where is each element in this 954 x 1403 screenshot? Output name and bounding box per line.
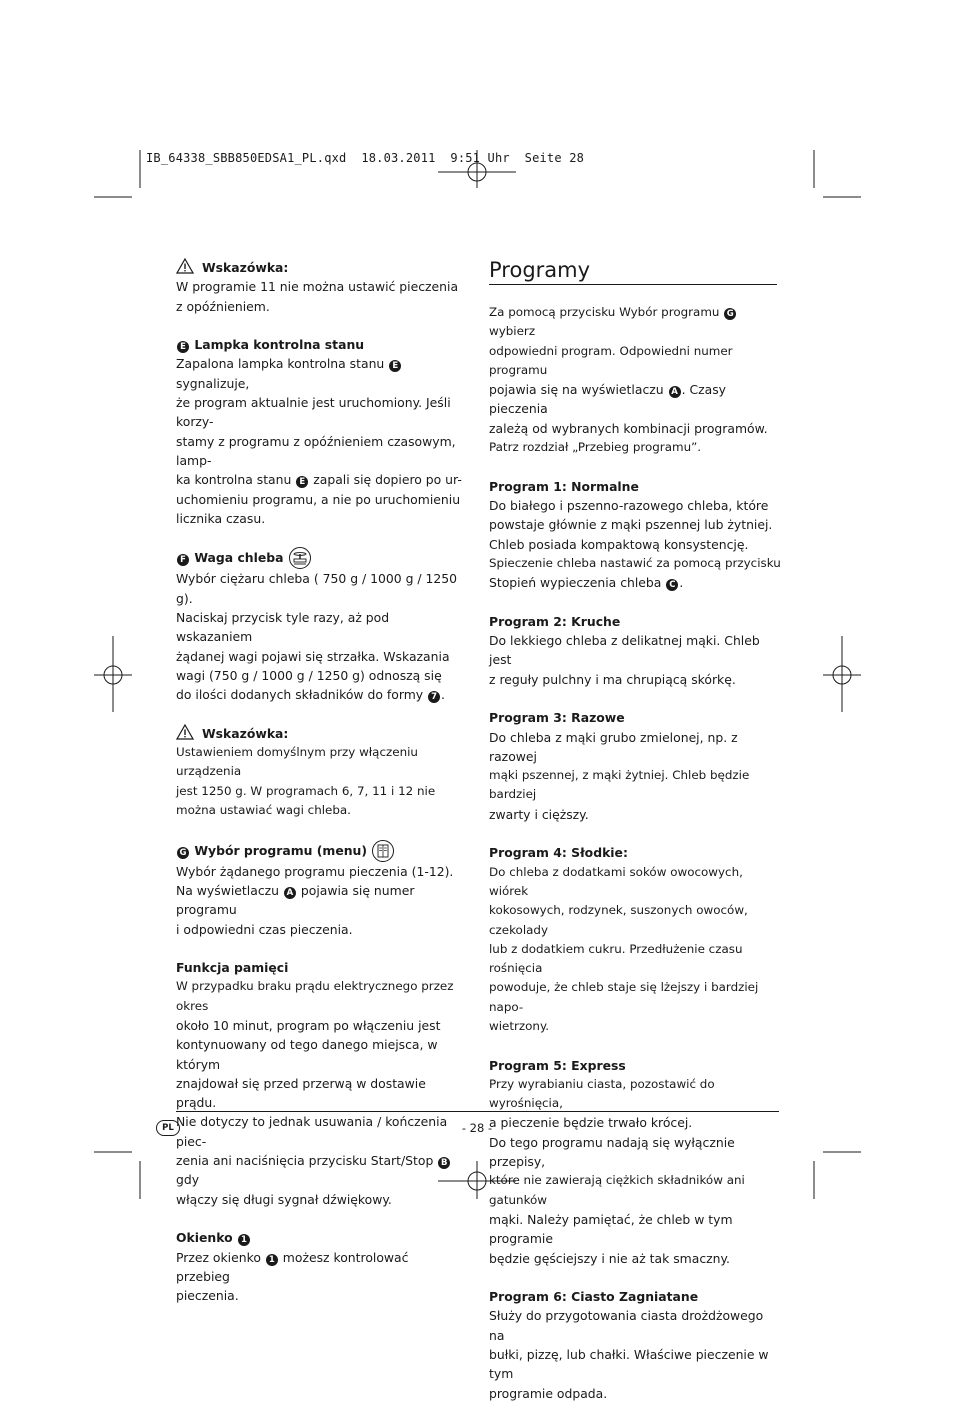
program-3-heading: Program 3: Razowe [489, 710, 625, 726]
program-5-text-line: które nie zawierają ciężkich składników ani gatunków [489, 1173, 745, 1207]
warning-icon [176, 258, 194, 274]
footer-rule [176, 1111, 779, 1112]
program-4-text-line: wietrzony. [489, 1018, 550, 1033]
badge-b: B [438, 1157, 450, 1169]
note-text-line: W programie 11 nie można ustawić pieczenia [176, 279, 459, 295]
badge-e: E [389, 360, 401, 372]
lamp-text-line: ka kontrolna stanu E zapali się dopiero po ur- [176, 472, 462, 488]
program-6-text-line: Służy do przygotowania ciasta drożdżowego na [489, 1308, 764, 1343]
intro-text-line: odpowiedni program. Odpowiedni numer programu [489, 343, 733, 377]
program-1-text-line: Spieczenie chleba nastawić za pomocą przycisku [489, 555, 781, 570]
note-text-line: jest 1250 g. W programach 6, 7, 11 i 12 nie [176, 783, 436, 798]
right-column [489, 258, 781, 1403]
badge-g: G [724, 308, 736, 320]
scale-icon [288, 547, 312, 569]
program-select-title: Wybór programu (menu) [194, 842, 368, 858]
program-3-text-line: Do chleba z mąki grubo zmielonej, np. z razowej [489, 729, 738, 764]
program-select-heading [176, 840, 466, 862]
lamp-heading [176, 335, 466, 354]
program-1-heading: Program 1: Normalne [489, 478, 639, 494]
badge-g: G [177, 847, 189, 859]
program-5-text-line: mąki. Należy pamiętać, że chleb w tym programie [489, 1211, 733, 1247]
badge-7: 7 [428, 691, 440, 703]
program-6-heading: Program 6: Ciasto Zagniatane [489, 1289, 699, 1305]
program-5-text-line: Do tego programu nadają się wyłącznie przepisy, [489, 1134, 735, 1170]
memory-text-line: znajdował się przed przerwą w dostawie prądu. [176, 1075, 426, 1111]
menu-icon [371, 840, 395, 862]
language-badge: PL [156, 1120, 180, 1136]
badge-1: 1 [238, 1234, 250, 1246]
badge-e: E [177, 341, 189, 353]
program-2-text-line: Do lekkiego chleba z delikatnej mąki. Chleb jest [489, 633, 760, 668]
weight-text-line: do ilości dodanych składników do formy 7 . [176, 687, 445, 703]
program-3-text-line: mąki pszennej, z mąki żytniej. Chleb będzie bardziej [489, 768, 750, 802]
memory-text-line: kontynuowany od tego danego miejsca, w którym [176, 1037, 438, 1072]
badge-c: C [666, 579, 678, 591]
program-select-text-line: Na wyświetlaczu A pojawia się numer programu [176, 882, 415, 918]
note-text-line: można ustawiać wagi chleba. [176, 803, 351, 818]
program-6-text-line: programie odpada. [489, 1385, 608, 1401]
program-3-text-line: zwarty i cięższy. [489, 806, 589, 822]
lamp-text-line: stamy z programu z opóźnieniem czasowym, lamp- [176, 433, 456, 468]
memory-text-line: Nie dotyczy to jednak usuwania / kończenia piec- [176, 1114, 448, 1149]
window-text-line: pieczenia. [176, 1288, 239, 1304]
lamp-text-line: Zapalona lampka kontrolna stanu E sygnalizuje, [176, 354, 466, 393]
weight-text-line: żądanej wagi pojawi się strzałka. Wskazania [176, 648, 450, 664]
program-5-text-line: będzie gęściejszy i nie aż tak smaczny. [489, 1250, 730, 1266]
program-4-text-line: lub z dodatkiem cukru. Przedłużenie czasu rośnięcia [489, 941, 743, 976]
lamp-text-line: że program aktualnie jest uruchomiony. Jeśli korzy- [176, 395, 451, 430]
page-number: - 28 - [461, 1121, 493, 1135]
weight-text-line: Wybór ciężaru chleba ( 750 g / 1000 g / 1250 g). [176, 571, 458, 606]
weight-text-line: Naciskaj przycisk tyle razy, aż pod wskazaniem [176, 610, 390, 645]
badge-e: E [296, 476, 308, 488]
weight-title: Waga chleba [194, 550, 284, 566]
program-2-heading: Program 2: Kruche [489, 613, 621, 629]
program-4-text-line: powoduje, że chleb staje się lżejszy i bardziej napo- [489, 980, 759, 1014]
weight-text-line: wagi (750 g / 1000 g / 1250 g) odnoszą się [176, 667, 442, 683]
note-text-line: z opóźnieniem. [176, 298, 270, 314]
window-title: Okienko [176, 1230, 233, 1246]
weight-heading [176, 547, 466, 569]
program-5-text-line: Przy wyrabianiu ciasta, pozostawić do wyrośnięcia, [489, 1076, 715, 1111]
file-header-line: IB_64338_SBB850EDSA1_PL.qxd 18.03.2011 9:51 Uhr Seite 28 [146, 151, 585, 165]
lamp-title: Lampka kontrolna stanu [194, 337, 365, 353]
badge-a: A [284, 887, 296, 899]
memory-text-line: około 10 minut, program po włączeniu jest [176, 1017, 441, 1033]
warning-icon [176, 724, 194, 740]
program-5-heading: Program 5: Express [489, 1057, 626, 1073]
program-4-text-line: Do chleba z dodatkami soków owocowych, wiórek [489, 864, 743, 898]
intro-text-line: Za pomocą przycisku Wybór programu G wybierz [489, 303, 781, 342]
badge-f: F [177, 554, 189, 566]
program-2-text-line: z reguły pulchny i ma chrupiącą skórkę. [489, 671, 736, 687]
lamp-text-line: uchomieniu programu, a nie po uruchomieniu [176, 491, 461, 507]
intro-text-line: zależą od wybranych kombinacji programów. [489, 420, 768, 436]
memory-text-line: włączy się długi sygnał dźwiękowy. [176, 1191, 392, 1207]
intro-text-line: pojawia się na wyświetlaczu A . Czasy pieczenia [489, 382, 726, 417]
program-1-text-line: Stopień wypieczenia chleba C . [489, 575, 684, 591]
note-title: Wskazówka: [202, 260, 289, 275]
program-5-text-line: a pieczenie będzie trwało krócej. [489, 1115, 693, 1131]
window-heading [176, 1228, 466, 1247]
program-4-heading: Program 4: Słodkie: [489, 845, 628, 861]
memory-heading: Funkcja pamięci [176, 960, 289, 976]
note-heading [176, 258, 466, 277]
badge-1: 1 [266, 1254, 278, 1266]
note-title: Wskazówka: [202, 725, 289, 741]
program-1-text-line: powstaje głównie z mąki pszennej lub żytniej. [489, 517, 773, 533]
program-6-text-line: bułki, pizzę, lub chałki. Właściwe pieczenie w tym [489, 1347, 769, 1382]
intro-text-line: Patrz rozdział „Przebieg programu”. [489, 440, 702, 455]
memory-text-line: zenia ani naciśnięcia przycisku Start/Stop B gdy [176, 1151, 466, 1190]
program-select-text-line: i odpowiedni czas pieczenia. [176, 921, 353, 937]
program-1-text-line: Do białego i pszenno-razowego chleba, które [489, 497, 769, 513]
section-title: Programy [489, 258, 777, 285]
window-text-line: Przez okienko 1 możesz kontrolować przebieg [176, 1249, 409, 1284]
program-select-text-line: Wybór żądanego programu pieczenia (1-12). [176, 863, 454, 879]
note-heading [176, 724, 466, 743]
program-4-text-line: kokosowych, rodzynek, suszonych owoców, czekolady [489, 903, 748, 937]
left-column [176, 258, 466, 1305]
program-1-text-line: Chleb posiada kompaktową konsystencję. [489, 536, 749, 552]
lamp-text-line: licznika czasu. [176, 510, 266, 526]
note-text-line: Ustawieniem domyślnym przy włączeniu urządzenia [176, 745, 418, 779]
memory-text-line: W przypadku braku prądu elektrycznego przez okres [176, 979, 454, 1013]
badge-a: A [669, 386, 681, 398]
